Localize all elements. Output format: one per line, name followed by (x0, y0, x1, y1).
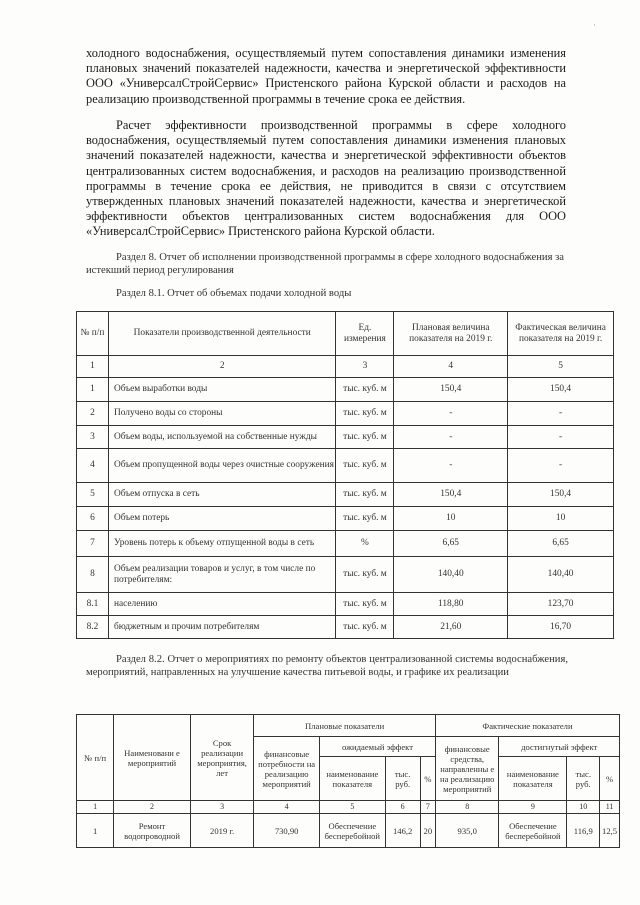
table-row (77, 531, 614, 557)
row-num: 2 (77, 402, 109, 426)
row-fact-pct: 12,5 (600, 814, 620, 848)
header-pct: % (420, 757, 435, 801)
repair-measures-table (76, 714, 620, 848)
table-row (77, 814, 620, 848)
table-index-row (77, 356, 614, 378)
index-cell: 2 (108, 356, 336, 378)
row-num: 3 (77, 426, 109, 449)
row-name: Получено воды со стороны (108, 402, 336, 426)
row-plan: 118,80 (394, 593, 508, 616)
row-measure-name: Ремонт водопроводной (114, 814, 191, 848)
scan-mark: · (593, 20, 596, 30)
table-row (77, 557, 614, 593)
row-unit: тыс. куб. м (336, 616, 394, 639)
table-row (77, 402, 614, 426)
paragraph-2: Расчет эффективности производственной программы в сфере холодного водоснабжения, осуществляемый путем сопоставления динамики изменения плановых значений показателей надежности, качества и энергетической эффективности объектов централизованных систем водоснабжения, и расходов на реализацию производственной программы в течение срока ее действия, не приводится в связи с отсутствием утвержденных плановых значений показателей надежности, качества и энергетической эффективности объектов централизованных систем водоснабжения для ООО «УниверсалСтройСервис» Пристенского района Курской области. (86, 118, 566, 239)
row-name: Объем воды, используемой на собственные нужды (108, 426, 336, 449)
row-name: бюджетным и прочим потребителям (108, 616, 336, 639)
row-plan: 150,4 (394, 483, 508, 507)
row-fact-finance: 935,0 (435, 814, 498, 848)
row-plan: 6,65 (394, 531, 508, 557)
row-plan: - (394, 402, 508, 426)
row-name: Объем реализации товаров и услуг, в том числе по потребителям: (108, 557, 336, 593)
row-unit: тыс. куб. м (336, 402, 394, 426)
index-cell: 2 (114, 801, 191, 814)
row-plan: 150,4 (394, 378, 508, 402)
section-8-1-title: Раздел 8.1. Отчет об объемах подачи холодной воды (116, 288, 352, 299)
row-num: 1 (77, 378, 109, 402)
row-plan: - (394, 449, 508, 483)
paragraph-1: холодного водоснабжения, осуществляемый путем сопоставления динамики изменения плановых значений показателей надежности, качества и энергетической эффективности ООО «УниверсалСтройСервис» Пристенского района Курской области и расходов на реализацию производственной программы в течение срока ее действия. (86, 46, 566, 106)
row-name: Объем отпуска в сеть (108, 483, 336, 507)
header-num: № п/п (77, 715, 114, 801)
row-fact-indicator: Обеспечение бесперебойной (499, 814, 567, 848)
row-unit: тыс. куб. м (336, 378, 394, 402)
row-num: 7 (77, 531, 109, 557)
table-row (77, 593, 614, 616)
index-cell: 4 (254, 801, 320, 814)
row-fact: 10 (508, 507, 614, 531)
table-row (77, 426, 614, 449)
row-unit: тыс. куб. м (336, 426, 394, 449)
index-cell: 9 (499, 801, 567, 814)
row-num: 8.2 (77, 616, 109, 639)
row-name: Объем выработки воды (108, 378, 336, 402)
index-cell: 3 (336, 356, 394, 378)
row-name: Объем потерь (108, 507, 336, 531)
row-fact: - (508, 449, 614, 483)
row-num: 5 (77, 483, 109, 507)
index-cell: 11 (600, 801, 620, 814)
header-achieved-effect: достигнутый эффект (499, 737, 620, 757)
row-plan: 10 (394, 507, 508, 531)
row-name: Объем пропущенной воды через очистные сооружения (108, 449, 336, 483)
index-cell: 7 (420, 801, 435, 814)
row-unit: тыс. куб. м (336, 507, 394, 531)
row-name: населению (108, 593, 336, 616)
header-plan: Плановая величина показателя на 2019 г. (394, 312, 508, 356)
table-row (77, 449, 614, 483)
row-num: 8.1 (77, 593, 109, 616)
header-indicator-name: наименование показателя (499, 757, 567, 801)
table-row (77, 378, 614, 402)
header-num: № п/п (77, 312, 109, 356)
index-cell: 6 (385, 801, 420, 814)
row-plan-pct: 20 (420, 814, 435, 848)
header-fact-finance: финансовые средства, направленны е на реализацию мероприятий (435, 737, 498, 801)
row-fact: 123,70 (508, 593, 614, 616)
row-plan-finance: 730,90 (254, 814, 320, 848)
header-expected-effect: ожидаемый эффект (319, 737, 435, 757)
row-fact: 16,70 (508, 616, 614, 639)
row-fact: 150,4 (508, 378, 614, 402)
header-fact-indicators: Фактические показатели (435, 715, 619, 737)
row-plan-rub: 146,2 (385, 814, 420, 848)
header-pct: % (600, 757, 620, 801)
header-unit: Ед. измерения (336, 312, 394, 356)
row-unit: % (336, 531, 394, 557)
row-unit: тыс. куб. м (336, 449, 394, 483)
header-term: Срок реализации мероприятия, лет (190, 715, 253, 801)
row-fact: 140,40 (508, 557, 614, 593)
row-fact: - (508, 402, 614, 426)
row-fact-rub: 116,9 (567, 814, 600, 848)
index-cell: 3 (190, 801, 253, 814)
section-8-title: Раздел 8. Отчет об исполнении производственной программы в сфере холодного водоснабжения за истекший период регулирования (86, 252, 564, 276)
index-cell: 5 (319, 801, 385, 814)
row-num: 6 (77, 507, 109, 531)
header-rub: тыс. руб. (567, 757, 600, 801)
row-fact: 6,65 (508, 531, 614, 557)
row-num: 4 (77, 449, 109, 483)
index-cell: 1 (77, 356, 109, 378)
header-plan-indicators: Плановые показатели (254, 715, 436, 737)
row-name: Уровень потерь к объему отпущенной воды в сеть (108, 531, 336, 557)
row-plan: 21,60 (394, 616, 508, 639)
row-num: 1 (77, 814, 114, 848)
header-plan-finance: финансовые потребности на реализацию мероприятий (254, 737, 320, 801)
index-cell: 1 (77, 801, 114, 814)
header-rub: тыс. руб. (385, 757, 420, 801)
row-plan: 140,40 (394, 557, 508, 593)
table-header-row (77, 312, 614, 356)
header-fact: Фактическая величина показателя на 2019 г. (508, 312, 614, 356)
row-fact: 150,4 (508, 483, 614, 507)
index-cell: 4 (394, 356, 508, 378)
table-header-row (77, 715, 620, 737)
row-unit: тыс. куб. м (336, 483, 394, 507)
row-unit: тыс. куб. м (336, 593, 394, 616)
row-num: 8 (77, 557, 109, 593)
header-indicator-name: наименование показателя (319, 757, 385, 801)
table-index-row (77, 801, 620, 814)
row-unit: тыс. куб. м (336, 557, 394, 593)
row-fact: - (508, 426, 614, 449)
index-cell: 10 (567, 801, 600, 814)
water-supply-volume-table (76, 311, 614, 639)
header-indicator: Показатели производственной деятельности (108, 312, 336, 356)
table-row (77, 483, 614, 507)
row-plan-indicator: Обеспечение бесперебойной (319, 814, 385, 848)
table-row (77, 507, 614, 531)
index-cell: 8 (435, 801, 498, 814)
section-8-2-title: Раздел 8.2. Отчет о мероприятиях по ремонту объектов централизованной системы водоснабжения, мероприятий, направленных на улучшение качества питьевой воды, и графике их реализации (86, 654, 568, 678)
index-cell: 5 (508, 356, 614, 378)
header-measure-name: Наименовани е мероприятий (114, 715, 191, 801)
row-term: 2019 г. (190, 814, 253, 848)
row-plan: - (394, 426, 508, 449)
table-row (77, 616, 614, 639)
